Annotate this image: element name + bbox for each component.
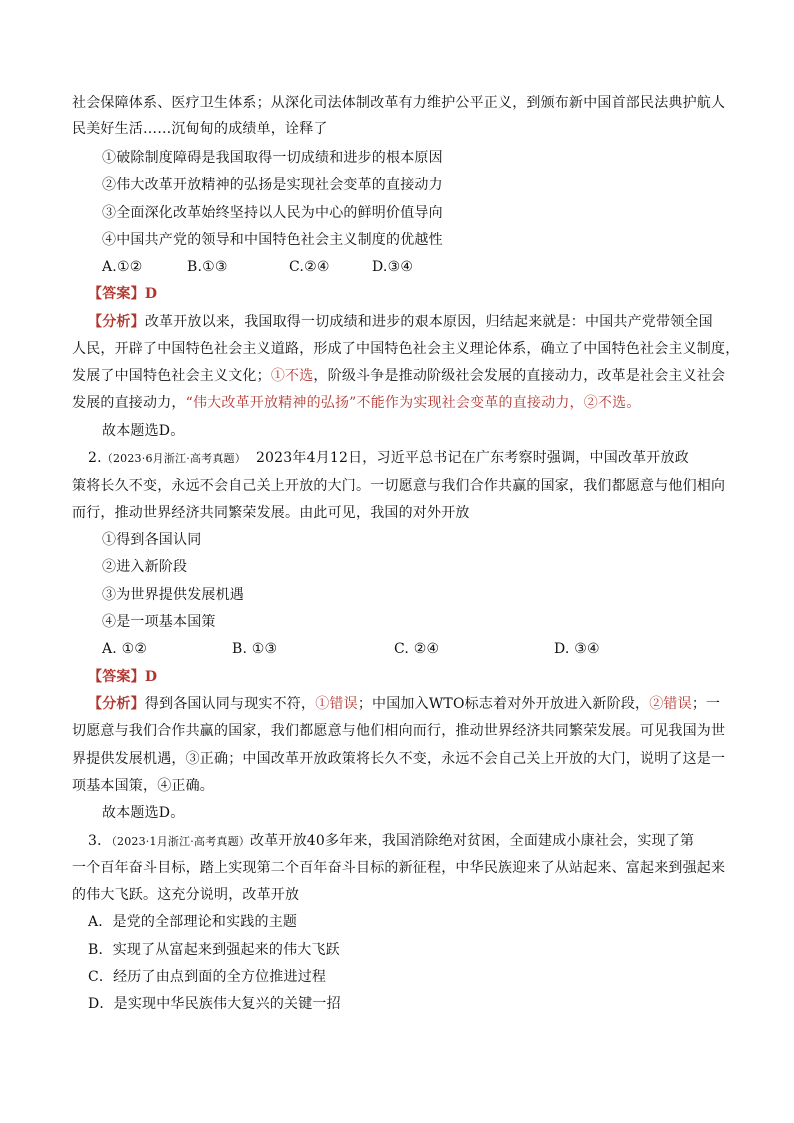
- q2-stem-text-1: 2023年4月12日，习近平总书记在广东考察时强调，中国改革开放政: [255, 450, 689, 466]
- q2-option-b: B. ①③: [232, 641, 278, 657]
- q1-item-3: ③全面深化改革始终坚持以人民为中心的鲜明价值导向: [102, 205, 443, 221]
- q2-analysis-line-2: 切愿意与我们合作共赢的国家，我们都愿意与他们相向而行，推动世界经济共同繁荣发展。可见我国为世: [72, 723, 726, 739]
- q2-answer-tag: 【答案】: [88, 669, 145, 685]
- q3-option-b: B．实现了从富起来到强起来的伟大飞跃: [88, 942, 340, 958]
- q1-option-b: B.①③: [187, 259, 228, 275]
- q1-item-2: ②伟大改革开放精神的弘扬是实现社会变革的直接动力: [102, 177, 443, 193]
- q2-item-4: ④是一项基本国策: [102, 614, 216, 630]
- q2-analysis-text-1b: ①错误: [315, 696, 358, 712]
- q1-analysis-line-4: [72, 393, 641, 413]
- q1-conclusion: 故本题选D。: [102, 423, 185, 439]
- q2-conclusion: 故本题选D。: [102, 805, 185, 821]
- q2-item-2: ②进入新阶段: [102, 559, 188, 575]
- q2-analysis-text-1c: ；中国加入WTO标志着对外开放进入新阶段，: [357, 696, 650, 712]
- q2-stem-line-1: [88, 448, 689, 469]
- q1-analysis-line-1: [88, 312, 713, 332]
- q1-stem-line-1: 社会保障体系、医疗卫生体系；从深化司法体制改革有力维护公平正义，到颁布新中国首部民法典护航人: [72, 95, 726, 111]
- q1-option-a: A.①②: [102, 259, 143, 275]
- q1-stem-line-2: 民美好生活……沉甸甸的成绩单，诠释了: [72, 121, 328, 137]
- q3-source: （2023·1月浙江·高考真题）: [111, 835, 250, 848]
- q2-analysis-text-1d: ②错误: [649, 696, 692, 712]
- q2-analysis-line-4: 项基本国策，④正确。: [72, 778, 214, 794]
- q2-number: 2.: [88, 450, 102, 466]
- q1-item-4: ④中国共产党的领导和中国特色社会主义制度的优越性: [102, 232, 443, 248]
- q2-option-a: A. ①②: [102, 641, 148, 657]
- q3-stem-line-3: 的伟大飞跃。这充分说明，改革开放: [72, 887, 300, 903]
- q2-analysis-text-1a: 得到各国认同与现实不符，: [144, 696, 316, 712]
- q3-stem-line-2: 一个百年奋斗目标，踏上实现第二个百年奋斗目标的新征程，中华民族迎来了从站起来、富起来到强起来: [72, 860, 726, 876]
- q1-item-1: ①破除制度障碍是我国取得一切成绩和进步的根本原因: [102, 150, 443, 166]
- q1-option-d: D.③④: [372, 259, 414, 275]
- q1-analysis-text-3a: 发展了中国特色社会主义文化；: [72, 368, 271, 384]
- q1-answer: [88, 284, 157, 304]
- q2-item-3: ③为世界提供发展机遇: [102, 587, 244, 603]
- q2-analysis-line-3: 界提供发展机遇，③正确；中国改革开放政策将长久不变，永远不会自己关上开放的大门，说明了这是一: [72, 751, 726, 767]
- q1-analysis-text-4b: “伟大改革开放精神的弘扬”不能作为实现社会变革的直接动力，②不选。: [185, 395, 641, 411]
- q2-answer-value: D: [144, 669, 158, 685]
- q2-option-c: C. ②④: [394, 641, 440, 657]
- q2-analysis-line-1: [88, 694, 720, 714]
- q2-source: （2023·6月浙江·高考真题）: [101, 452, 246, 465]
- q1-answer-value: D: [144, 286, 158, 302]
- q1-analysis-line-3: [72, 366, 725, 386]
- q1-analysis-tag: 【分析】: [88, 314, 145, 330]
- q2-item-1: ①得到各国认同: [102, 532, 202, 548]
- q3-option-d: D．是实现中华民族伟大复兴的关键一招: [88, 996, 341, 1012]
- q1-analysis-text-1: 改革开放以来，我国取得一切成绩和进步的艰本原因，归结起来就是：中国共产党带领全国: [144, 314, 713, 330]
- q1-analysis-text-3c: ，阶级斗争是推动阶级社会发展的直接动力，改革是社会主义社会: [313, 368, 726, 384]
- q2-option-d: D. ③④: [554, 641, 600, 657]
- q3-number: 3．: [88, 833, 112, 849]
- q2-stem-line-3: 而行，推动世界经济共同繁荣发展。由此可见，我国的对外开放: [72, 505, 470, 521]
- q1-analysis-text-4a: 发展的直接动力，: [72, 395, 186, 411]
- q1-answer-tag: 【答案】: [88, 286, 145, 302]
- q2-answer: [88, 667, 157, 687]
- q2-analysis-text-1e: ；一: [691, 696, 721, 712]
- q3-option-c: C．经历了由点到面的全方位推进过程: [88, 969, 327, 985]
- q3-stem-line-1: [88, 831, 694, 852]
- q1-analysis-line-2: 人民，开辟了中国特色社会主义道路，形成了中国特色社会主义理论体系，确立了中国特色社会主义制度，: [72, 341, 740, 357]
- q3-stem-text-1: 改革开放40多年来，我国消除绝对贫困，全面建成小康社会，实现了第: [250, 833, 695, 849]
- q2-stem-line-2: 策将长久不变，永远不会自己关上开放的大门。一切愿意与我们合作共赢的国家，我们都愿意与他们相向: [72, 478, 726, 494]
- q1-option-c: C.②④: [289, 259, 330, 275]
- q2-analysis-tag: 【分析】: [88, 696, 145, 712]
- q3-option-a: A．是党的全部理论和实践的主题: [88, 914, 298, 930]
- q1-analysis-text-3b: ①不选: [270, 368, 314, 384]
